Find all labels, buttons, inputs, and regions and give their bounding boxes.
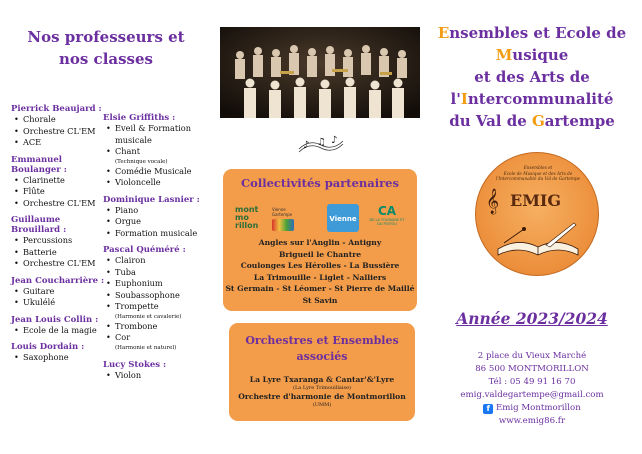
commune-line: St Savin xyxy=(302,295,338,305)
title-text: et des Arts de xyxy=(474,68,590,86)
email-link[interactable]: emig.valdegartempe@gmail.com xyxy=(460,390,604,400)
logo-vienne-department xyxy=(327,204,359,232)
class-item: • ACE xyxy=(11,137,111,149)
logo-credit-agricole-mark: CA xyxy=(377,204,397,218)
school-title xyxy=(432,22,632,132)
class-item: • Orgue xyxy=(103,216,213,228)
class-item: • Euphonium xyxy=(103,278,213,290)
communes-list xyxy=(223,237,417,306)
class-item: • Violon xyxy=(103,370,213,382)
year-heading: Année 2023/2024 xyxy=(456,309,608,328)
title-text: artempe xyxy=(544,112,615,130)
teacher-name: Jean Louis Collin : xyxy=(11,314,99,325)
orchestra-name: La Lyre Txaranga & Cantar'&'Lyre xyxy=(249,375,395,384)
phone-line: Tél : 05 49 91 16 70 xyxy=(488,377,576,387)
class-item: • Ukulélé xyxy=(11,297,111,309)
facebook-link[interactable] xyxy=(432,402,632,415)
teacher-name: Louis Dordain : xyxy=(11,342,85,352)
svg-text:♪: ♪ xyxy=(303,140,310,151)
logo-vienne-gartempe-mark xyxy=(272,219,294,231)
book-and-quill-icon xyxy=(494,219,582,263)
class-item: • Orchestre CL'EM xyxy=(11,198,111,210)
class-item: • Clarinette xyxy=(11,175,111,187)
teacher-block xyxy=(11,315,111,337)
svg-text:♫: ♫ xyxy=(317,137,326,148)
commune-line: Coulonges Les Hérolles - La Bussière xyxy=(240,261,400,270)
class-item: • Clairon xyxy=(103,255,213,267)
class-item: • Orchestre CL'EM xyxy=(11,258,111,270)
class-item: • Percussions xyxy=(11,235,111,247)
facebook-icon: f xyxy=(483,404,493,414)
logo-vienne-gartempe-text: Vienne Gartempe xyxy=(272,207,293,217)
class-item: • Comédie Musicale xyxy=(103,166,213,178)
title-text: nsembles et Ecole de xyxy=(449,24,627,42)
teacher-block xyxy=(103,113,213,189)
facebook-label: Emig Montmorillon xyxy=(495,403,581,413)
teacher-name: Pascal Quéméré : xyxy=(103,245,186,255)
svg-text:♪: ♪ xyxy=(331,135,338,146)
title-line xyxy=(432,88,632,110)
left-heading-line1: Nos professeurs et xyxy=(27,28,185,46)
emig-logo-text xyxy=(490,165,586,182)
teacher-name: Jean Coucharrière : xyxy=(11,275,105,286)
city-line: 86 500 MONTMORILLON xyxy=(475,364,589,374)
logo-credit-agricole-text: DE LA TOURAINE ET DU POITOU xyxy=(369,218,405,226)
orchestras-list xyxy=(229,375,415,409)
class-item: • Violoncelle xyxy=(103,177,213,189)
left-heading xyxy=(16,26,196,70)
emig-acronym: EMIG xyxy=(510,191,562,210)
treble-clef-icon: 𝄞 xyxy=(486,189,500,214)
orchestra-photo xyxy=(220,27,420,118)
class-item xyxy=(103,332,213,352)
teacher-block xyxy=(11,104,111,149)
logo-vienne-department-text: Vienne xyxy=(329,215,357,223)
logo-montmorillon-text: mont mo rillon xyxy=(235,205,259,230)
teacher-name: Dominique Lasnier : xyxy=(103,194,200,205)
orchestras-box xyxy=(229,323,415,421)
logo-montmorillon xyxy=(235,206,269,230)
teacher-block xyxy=(11,215,111,270)
title-line xyxy=(432,22,632,44)
emig-logo-line3: l'Intercommunalité du Val de Gartempe xyxy=(495,176,580,181)
class-item-note: (Harmonie et cavalerie) xyxy=(115,313,182,320)
title-line xyxy=(432,110,632,132)
music-notes-decoration xyxy=(297,133,345,155)
title-text: usique xyxy=(512,46,569,64)
teachers-left xyxy=(11,104,111,364)
commune-line: La Trimouille - Liglet - Nalliers xyxy=(253,272,387,282)
teacher-name: Guillaume Brouillard : xyxy=(11,215,67,235)
class-item: • Trombone xyxy=(103,321,213,333)
commune-line: Angles sur l'Anglin - Antigny xyxy=(258,238,382,247)
orchestras-title-line1: Orchestres et Ensembles xyxy=(245,334,399,347)
address-line: 2 place du Vieux Marché xyxy=(477,351,587,361)
class-item: • Orchestre CL'EM xyxy=(11,126,111,138)
class-item: • Saxophone xyxy=(11,352,111,364)
emig-logo xyxy=(475,152,599,276)
title-text: du Val de xyxy=(449,112,532,130)
teacher-name: Emmanuel Boulanger : xyxy=(11,154,67,175)
orchestra-photo-drawing xyxy=(220,27,420,118)
teacher-block xyxy=(103,245,213,352)
class-item-note: (Harmonie et naturel) xyxy=(115,344,177,351)
orchestras-title xyxy=(229,333,415,365)
teacher-block xyxy=(11,342,111,364)
commune-line: Brigueil le Chantre xyxy=(278,249,362,259)
class-item: • Guitare xyxy=(11,286,111,298)
teacher-name: Lucy Stokes : xyxy=(103,359,167,370)
class-item: • Tuba xyxy=(103,267,213,279)
class-item-label: Chant xyxy=(115,146,140,156)
emig-logo-line2: Ecole de Musique et des Arts de xyxy=(503,170,573,176)
left-heading-line2: nos classes xyxy=(58,50,153,68)
teacher-block xyxy=(11,155,111,210)
website-link[interactable]: www.emig86.fr xyxy=(498,416,566,426)
title-initial: E xyxy=(437,24,450,42)
title-line xyxy=(432,66,632,88)
class-item xyxy=(103,146,213,166)
emig-logo-line1: Ensembles et xyxy=(523,165,553,170)
teacher-name: Elsie Griffiths : xyxy=(103,113,176,123)
class-item: • Piano xyxy=(103,205,213,217)
title-text: ntercommunalité xyxy=(467,90,614,108)
class-item-label: Trompette xyxy=(115,301,159,311)
teacher-block xyxy=(11,276,111,309)
orchestra-subname: (UMM) xyxy=(312,402,332,408)
class-item: • Soubassophone xyxy=(103,290,213,302)
class-item xyxy=(103,301,213,321)
orchestra-subname: (La Lyre Trimouillaise) xyxy=(293,385,351,391)
music-notes-icon xyxy=(297,133,345,155)
title-initial: M xyxy=(495,46,513,64)
teacher-block xyxy=(103,360,213,382)
class-item: • Formation musicale xyxy=(103,228,213,240)
orchestras-title-line2: associés xyxy=(296,350,348,363)
class-item: • Flûte xyxy=(11,186,111,198)
orchestra-name: Orchestre d'harmonie de Montmorillon xyxy=(238,392,406,401)
title-line xyxy=(432,44,632,66)
contact-block xyxy=(432,350,632,428)
logo-credit-agricole xyxy=(369,204,405,232)
partners-title: Collectivités partenaires xyxy=(241,176,399,190)
title-text: l' xyxy=(450,90,461,108)
class-item: • Eveil & Formation musicale xyxy=(103,123,213,146)
teacher-block xyxy=(103,195,213,240)
logo-vienne-gartempe xyxy=(272,207,302,231)
partners-box xyxy=(223,169,417,311)
teacher-name: Pierrick Beaujard : xyxy=(11,104,102,114)
class-item: • Chorale xyxy=(11,114,111,126)
class-item: • Ecole de la magie xyxy=(11,325,111,337)
class-item: • Batterie xyxy=(11,247,111,259)
title-initial: G xyxy=(531,112,545,130)
class-item-note: (Technique vocale) xyxy=(115,158,168,165)
commune-line: St Germain - St Léomer - St Pierre de Maillé xyxy=(225,284,415,293)
title-initial: I xyxy=(460,90,468,108)
teachers-middle xyxy=(103,113,213,381)
class-item-label: Cor xyxy=(115,332,131,342)
